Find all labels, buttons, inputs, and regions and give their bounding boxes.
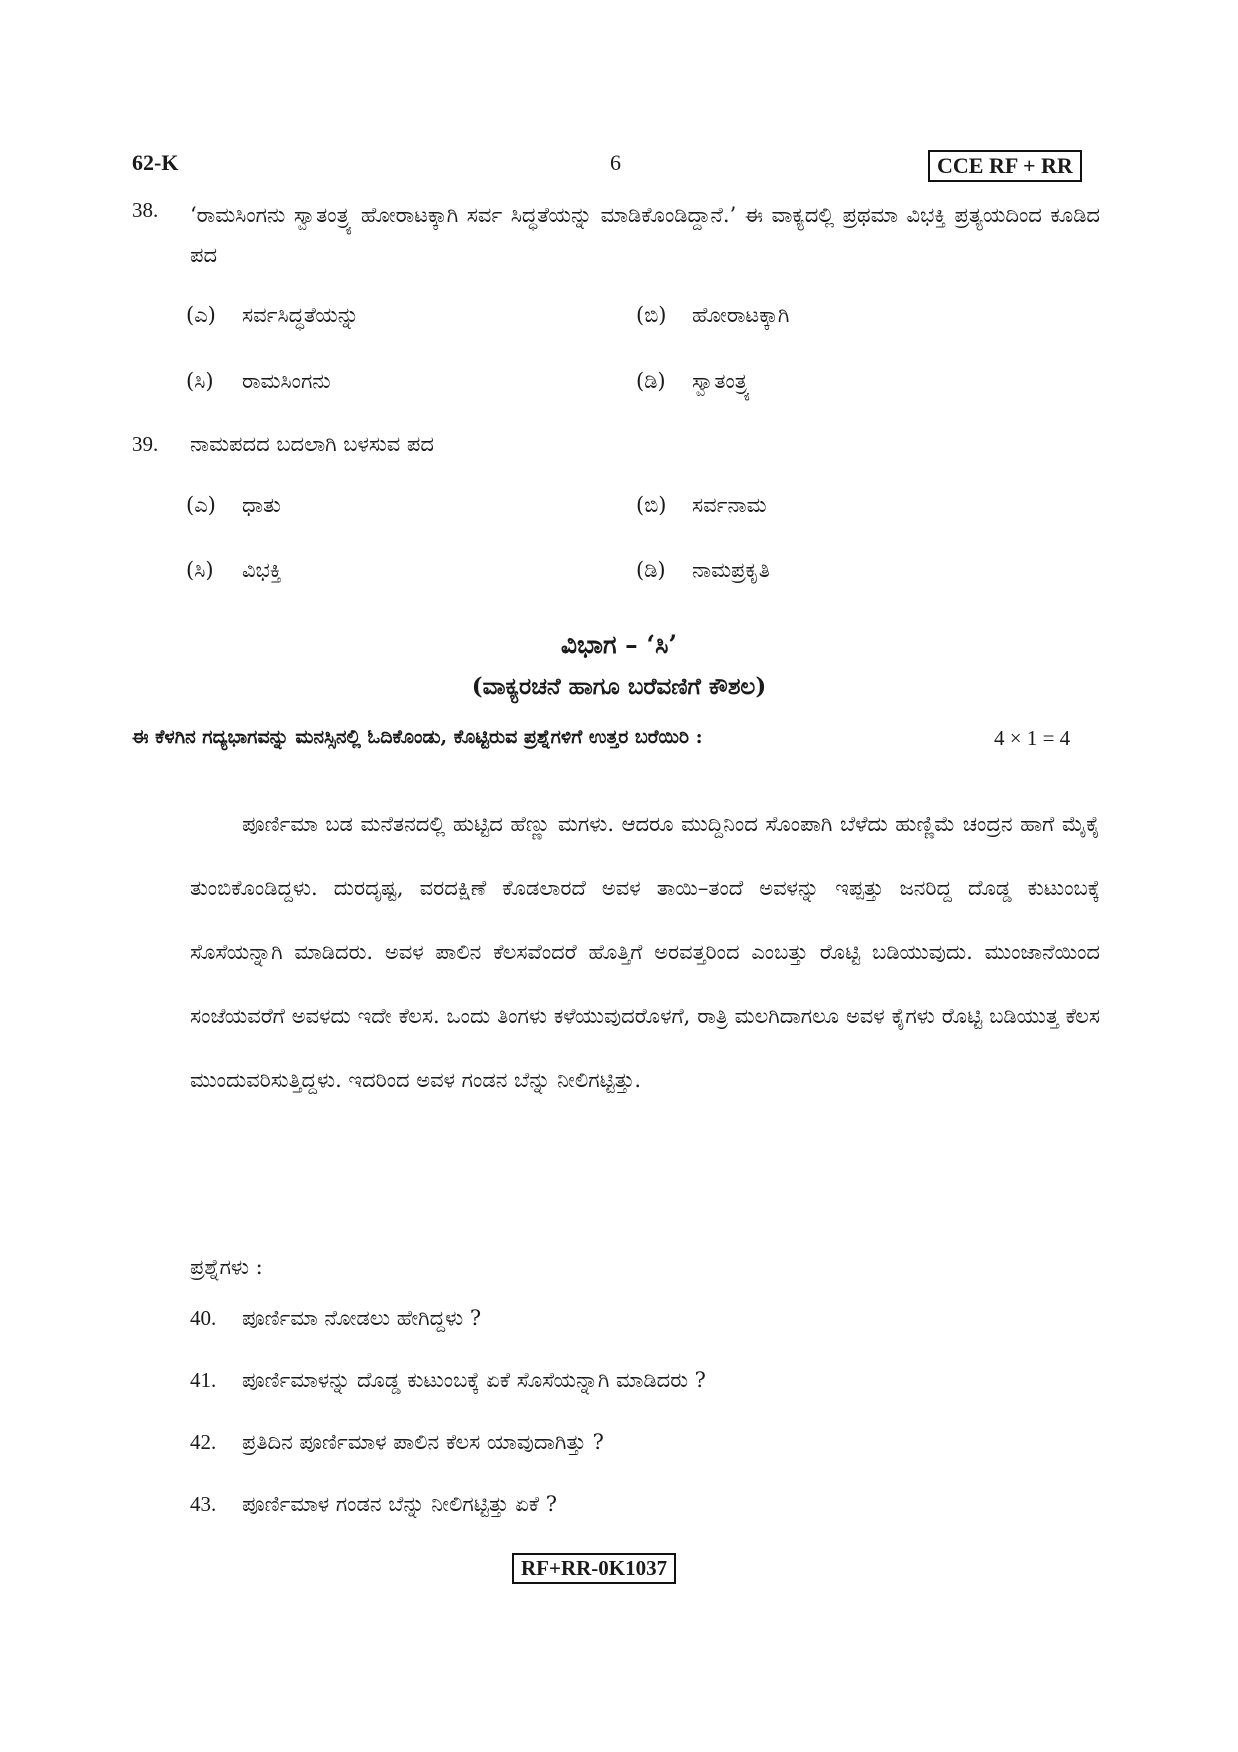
option-c[interactable] (186, 555, 282, 585)
option-text: ವಿಭಕ್ತಿ (242, 558, 282, 582)
option-label: (ಡಿ) (636, 369, 666, 393)
option-text: ರಾಮಸಿಂಗನು (242, 369, 331, 393)
option-label: (ಎ) (186, 303, 216, 327)
paper-code: 62-K (132, 150, 179, 175)
question-text: ‘ರಾಮಸಿಂಗನು ಸ್ವಾತಂತ್ರ್ಯ ಹೋರಾಟಕ್ಕಾಗಿ ಸರ್ವ ಸಿದ್ಧತೆಯನ್ನು ಮಾಡಿಕೊಂಡಿದ್ದಾನೆ.’ ಈ ವಾಕ್ಯದಲ್ಲಿ ಪ್ರಥಮಾ ವಿಭಕ್ತಿ ಪ್ರತ್ಯಯದಿಂದ ಕೂಡಿದ ಪದ (190, 203, 1100, 267)
option-text: ಧಾತು (242, 493, 281, 517)
passage: ಪೂರ್ಣಿಮಾ ಬಡ ಮನೆತನದಲ್ಲಿ ಹುಟ್ಟಿದ ಹೆಣ್ಣು ಮಗಳು. ಆದರೂ ಮುದ್ದಿನಿಂದ ಸೊಂಪಾಗಿ ಬೆಳೆದು ಹುಣ್ಣಿಮೆ ಚಂದ್ರನ ಹಾಗೆ ಮೈಕೈ ತುಂಬಿಕೊಂಡಿದ್ದಳು. ದುರದೃಷ್ಟ, ವರದಕ್ಷಿಣೆ ಕೊಡಲಾರದೆ ಅವಳ ತಾಯಿ–ತಂದೆ ಅವಳನ್ನು ಇಪ್ಪತ್ತು ಜನರಿದ್ದ ದೊಡ್ಡ ಕುಟುಂಬಕ್ಕೆ ಸೊಸೆಯನ್ನಾಗಿ ಮಾಡಿದರು. ಅವಳ ಪಾಲಿನ ಕೆಲಸವೆಂದರೆ ಹೊತ್ತಿಗೆ ಅರವತ್ತರಿಂದ ಎಂಬತ್ತು ರೊಟ್ಟಿ ಬಡಿಯುವುದು. ಮುಂಜಾನೆಯಿಂದ ಸಂಜೆಯವರೆಗೆ ಅವಳದು ಇದೇ ಕೆಲಸ. ಒಂದು ತಿಂಗಳು ಕಳೆಯುವುದರೊಳಗೆ, ರಾತ್ರಿ ಮಲಗಿದಾಗಲೂ ಅವಳ ಕೈಗಳು ರೊಟ್ಟಿ ಬಡಿಯುತ್ತ ಕೆಲಸ ಮುಂದುವರಿಸುತ್ತಿದ್ದಳು. ಇದರಿಂದ ಅವಳ ಗಂಡನ ಬೆನ್ನು ನೀಲಿಗಟ್ಟಿತ್ತು. (190, 812, 1100, 1092)
section-title: ವಿಭಾಗ – ‘ಸಿ’ (560, 630, 678, 659)
sub-question-40 (190, 1306, 481, 1331)
footer-code: RF+RR-0K1037 (512, 1553, 676, 1584)
section-subtitle: (ವಾಕ್ಯರಚನೆ ಹಾಗೂ ಬರೆವಣಿಗೆ ಕೌಶಲ) (471, 673, 767, 700)
sub-question-text: ಪೂರ್ಣಿಮಾಳನ್ನು ದೊಡ್ಡ ಕುಟುಂಬಕ್ಕೆ ಏಕೆ ಸೊಸೆಯನ್ನಾಗಿ ಮಾಡಿದರು ? (242, 1368, 706, 1392)
page-number: 6 (610, 150, 621, 175)
option-label: (ಸಿ) (186, 558, 214, 582)
sub-question-number: 43. (190, 1492, 217, 1516)
questions-label: ಪ್ರಶ್ನೆಗಳು : (190, 1255, 263, 1279)
option-text: ಸರ್ವನಾಮ (692, 493, 767, 517)
option-label: (ಸಿ) (186, 369, 214, 393)
option-label: (ಎ) (186, 493, 216, 517)
option-d[interactable] (636, 555, 770, 585)
option-label: (ಬಿ) (636, 303, 667, 327)
sub-question-text: ಪ್ರತಿದಿನ ಪೂರ್ಣಿಮಾಳ ಪಾಲಿನ ಕೆಲಸ ಯಾವುದಾಗಿತ್ತು ? (242, 1430, 604, 1454)
option-d[interactable] (636, 366, 751, 396)
question-number: 39. (132, 432, 159, 456)
sub-question-number: 42. (190, 1430, 217, 1454)
sub-question-number: 40. (190, 1306, 217, 1330)
option-label: (ಬಿ) (636, 493, 667, 517)
question-text: ನಾಮಪದದ ಬದಲಾಗಿ ಬಳಸುವ ಪದ (190, 432, 434, 456)
option-text: ಹೋರಾಟಕ್ಕಾಗಿ (692, 303, 790, 327)
sub-question-43 (190, 1492, 557, 1517)
question-number: 38. (132, 198, 159, 222)
option-a[interactable] (186, 300, 359, 330)
option-b[interactable] (636, 300, 789, 330)
sub-question-text: ಪೂರ್ಣಿಮಾ ನೋಡಲು ಹೇಗಿದ್ದಳು ? (242, 1306, 482, 1330)
option-label: (ಡಿ) (636, 558, 666, 582)
option-text: ನಾಮಪ್ರಕೃತಿ (692, 558, 770, 582)
section-marks: 4 × 1 = 4 (994, 726, 1071, 750)
option-b[interactable] (636, 490, 767, 520)
section-instruction: ಈ ಕೆಳಗಿನ ಗದ್ಯಭಾಗವನ್ನು ಮನಸ್ಸಿನಲ್ಲಿ ಓದಿಕೊಂಡು, ಕೊಟ್ಟಿರುವ ಪ್ರಶ್ನೆಗಳಿಗೆ ಉತ್ತರ ಬರೆಯಿರಿ : (132, 726, 703, 748)
sub-question-number: 41. (190, 1368, 217, 1392)
option-text: ಸರ್ವಸಿದ್ಧತೆಯನ್ನು (242, 303, 359, 327)
sub-question-41 (190, 1368, 706, 1393)
sub-question-text: ಪೂರ್ಣಿಮಾಳ ಗಂಡನ ಬೆನ್ನು ನೀಲಿಗಟ್ಟಿತ್ತು ಏಕೆ ? (242, 1492, 557, 1516)
series-box: CCE RF + RR (928, 150, 1082, 182)
option-a[interactable] (186, 490, 281, 520)
option-text: ಸ್ವಾತಂತ್ರ್ಯ (692, 369, 751, 393)
sub-question-42 (190, 1430, 604, 1455)
option-c[interactable] (186, 366, 331, 396)
